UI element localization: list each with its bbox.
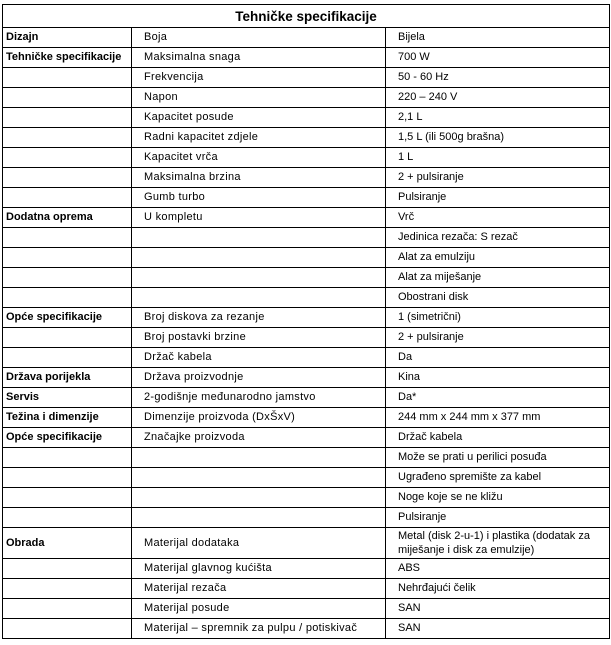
property-cell: Napon: [132, 88, 386, 108]
table-row: [3, 268, 610, 288]
property-cell: Materijal – spremnik za pulpu / potiskivač: [132, 619, 386, 639]
value-cell: 1 L: [386, 148, 610, 168]
value-cell: 2 + pulsiranje: [386, 168, 610, 188]
section-cell: Opće specifikacije: [3, 308, 132, 328]
section-cell: Obrada: [3, 528, 132, 559]
property-cell: Kapacitet vrča: [132, 148, 386, 168]
property-cell: [132, 488, 386, 508]
property-cell: [132, 448, 386, 468]
property-cell: Materijal rezača: [132, 579, 386, 599]
table-row: [3, 188, 610, 208]
value-cell: Držač kabela: [386, 428, 610, 448]
table-row: [3, 508, 610, 528]
table-row: [3, 208, 610, 228]
value-cell: 50 - 60 Hz: [386, 68, 610, 88]
table-row: [3, 528, 610, 559]
value-cell: Može se prati u perilici posuđa: [386, 448, 610, 468]
value-cell: 1,5 L (ili 500g brašna): [386, 128, 610, 148]
section-cell: [3, 268, 132, 288]
property-cell: Boja: [132, 28, 386, 48]
property-cell: Gumb turbo: [132, 188, 386, 208]
value-cell: Noge koje se ne kližu: [386, 488, 610, 508]
table-row: [3, 128, 610, 148]
title-row: [3, 5, 610, 28]
table-row: [3, 108, 610, 128]
section-cell: Tehničke specifikacije: [3, 48, 132, 68]
property-cell: U kompletu: [132, 208, 386, 228]
section-cell: [3, 579, 132, 599]
section-cell: Opće specifikacije: [3, 428, 132, 448]
section-cell: [3, 468, 132, 488]
property-cell: Držač kabela: [132, 348, 386, 368]
value-cell: 220 – 240 V: [386, 88, 610, 108]
property-cell: 2-godišnje međunarodno jamstvo: [132, 388, 386, 408]
value-cell: 244 mm x 244 mm x 377 mm: [386, 408, 610, 428]
section-cell: [3, 508, 132, 528]
property-cell: Frekvencija: [132, 68, 386, 88]
property-cell: Broj postavki brzine: [132, 328, 386, 348]
value-cell: 1 (simetrični): [386, 308, 610, 328]
table-title: Tehničke specifikacije: [3, 5, 610, 28]
section-cell: [3, 488, 132, 508]
property-cell: [132, 468, 386, 488]
value-cell: Jedinica rezača: S rezač: [386, 228, 610, 248]
table-row: [3, 599, 610, 619]
value-cell: Pulsiranje: [386, 188, 610, 208]
section-cell: [3, 348, 132, 368]
section-cell: [3, 619, 132, 639]
section-cell: Dodatna oprema: [3, 208, 132, 228]
section-cell: [3, 559, 132, 579]
property-cell: [132, 248, 386, 268]
table-row: [3, 148, 610, 168]
table-row: [3, 88, 610, 108]
value-cell: Obostrani disk: [386, 288, 610, 308]
section-cell: [3, 108, 132, 128]
table-row: [3, 228, 610, 248]
table-row: [3, 448, 610, 468]
value-cell: Kina: [386, 368, 610, 388]
value-cell: Alat za miješanje: [386, 268, 610, 288]
property-cell: Maksimalna brzina: [132, 168, 386, 188]
table-row: [3, 388, 610, 408]
table-row: [3, 408, 610, 428]
value-cell: ABS: [386, 559, 610, 579]
section-cell: [3, 599, 132, 619]
property-cell: Materijal posude: [132, 599, 386, 619]
section-cell: [3, 168, 132, 188]
property-cell: Radni kapacitet zdjele: [132, 128, 386, 148]
value-cell: SAN: [386, 619, 610, 639]
section-cell: [3, 328, 132, 348]
property-cell: [132, 268, 386, 288]
table-row: [3, 68, 610, 88]
table-row: [3, 619, 610, 639]
table-row: [3, 559, 610, 579]
table-row: [3, 428, 610, 448]
value-cell: Da: [386, 348, 610, 368]
section-cell: [3, 188, 132, 208]
table-row: [3, 368, 610, 388]
value-cell: 2 + pulsiranje: [386, 328, 610, 348]
value-cell: Pulsiranje: [386, 508, 610, 528]
section-cell: Težina i dimenzije: [3, 408, 132, 428]
table-row: [3, 168, 610, 188]
table-row: [3, 308, 610, 328]
property-cell: Materijal dodataka: [132, 528, 386, 559]
spec-body: [3, 28, 610, 639]
value-cell: Vrč: [386, 208, 610, 228]
property-cell: Broj diskova za rezanje: [132, 308, 386, 328]
property-cell: [132, 288, 386, 308]
section-cell: [3, 68, 132, 88]
section-cell: [3, 88, 132, 108]
property-cell: Značajke proizvoda: [132, 428, 386, 448]
value-cell: Nehrđajući čelik: [386, 579, 610, 599]
section-cell: [3, 228, 132, 248]
section-cell: Servis: [3, 388, 132, 408]
table-row: [3, 579, 610, 599]
property-cell: Materijal glavnog kućišta: [132, 559, 386, 579]
spec-table: [2, 4, 610, 639]
value-cell: 2,1 L: [386, 108, 610, 128]
value-cell: Da*: [386, 388, 610, 408]
section-cell: [3, 248, 132, 268]
property-cell: Država proizvodnje: [132, 368, 386, 388]
table-row: [3, 348, 610, 368]
section-cell: [3, 288, 132, 308]
property-cell: Kapacitet posude: [132, 108, 386, 128]
section-cell: Dizajn: [3, 28, 132, 48]
table-row: [3, 28, 610, 48]
value-cell: Alat za emulziju: [386, 248, 610, 268]
table-row: [3, 468, 610, 488]
value-cell: Bijela: [386, 28, 610, 48]
section-cell: Država porijekla: [3, 368, 132, 388]
value-cell: Metal (disk 2-u-1) i plastika (dodatak za miješanje i disk za emulzije): [386, 528, 610, 559]
table-row: [3, 48, 610, 68]
property-cell: [132, 508, 386, 528]
property-cell: [132, 228, 386, 248]
section-cell: [3, 148, 132, 168]
section-cell: [3, 128, 132, 148]
property-cell: Dimenzije proizvoda (DxŠxV): [132, 408, 386, 428]
property-cell: Maksimalna snaga: [132, 48, 386, 68]
value-cell: 700 W: [386, 48, 610, 68]
value-cell: SAN: [386, 599, 610, 619]
table-row: [3, 288, 610, 308]
table-row: [3, 488, 610, 508]
table-row: [3, 328, 610, 348]
section-cell: [3, 448, 132, 468]
value-cell: Ugrađeno spremište za kabel: [386, 468, 610, 488]
table-row: [3, 248, 610, 268]
